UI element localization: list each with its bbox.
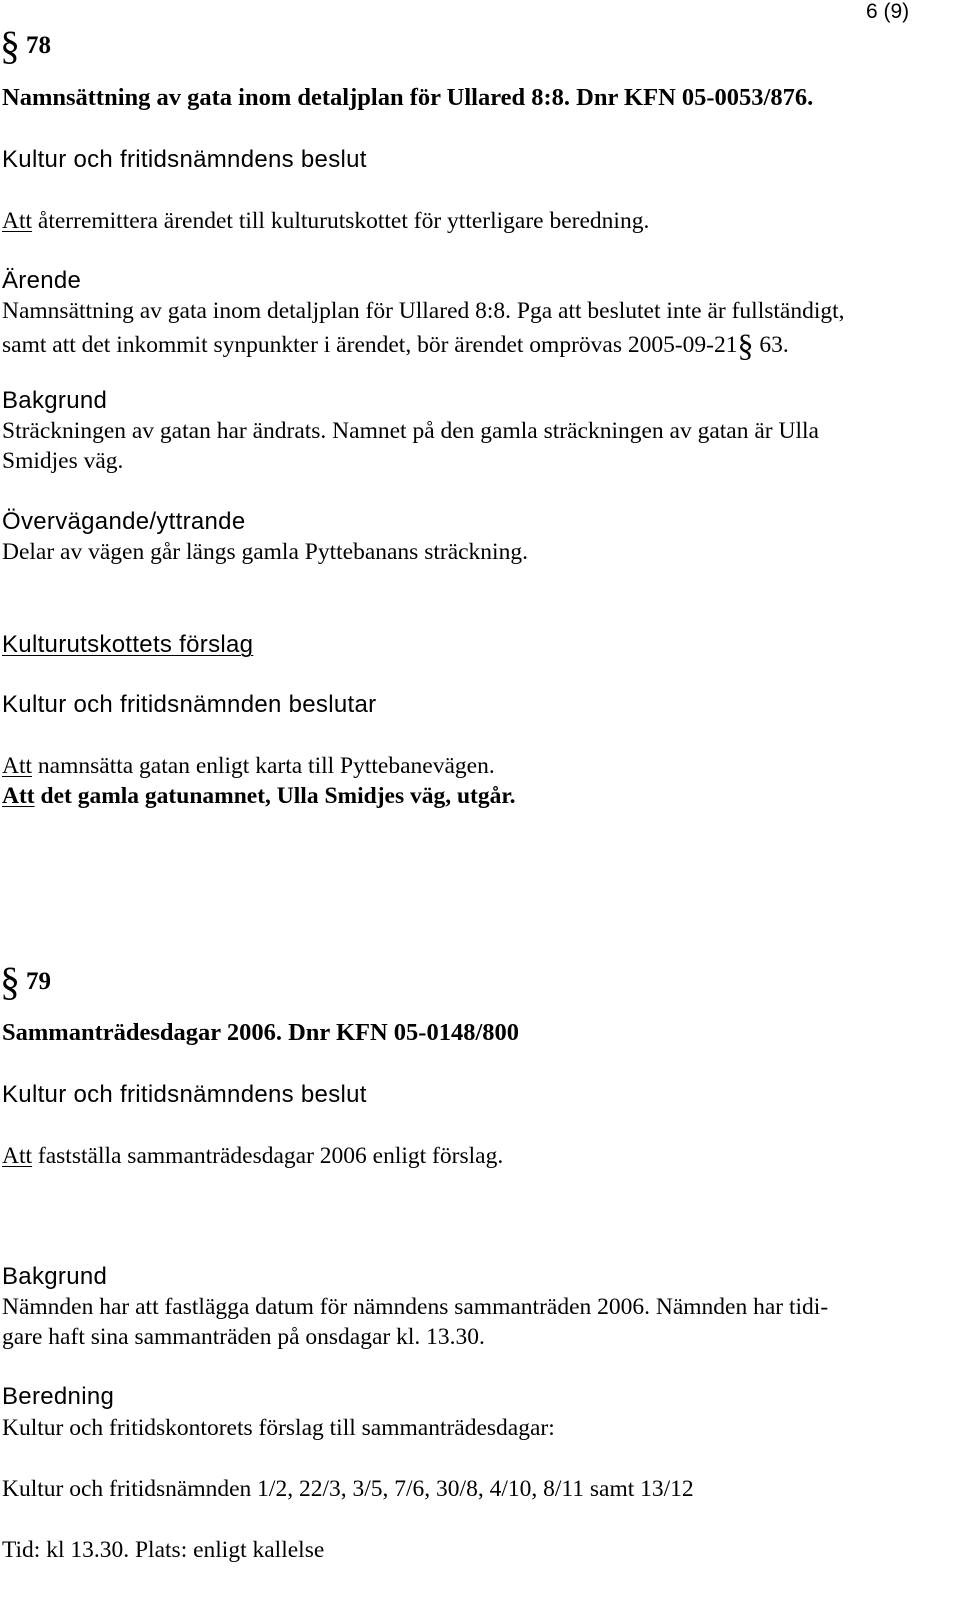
arende-line-1: Namnsättning av gata inom detaljplan för Ullared 8:8. Pga att beslutet inte är fullständigt, (2, 298, 845, 324)
decision-body: fastställa sammanträdesdagar 2006 enligt förslag. (32, 1143, 504, 1169)
section-title: Namnsättning av gata inom detaljplan för Ullared 8:8. Dnr KFN 05-0053/876. (2, 84, 814, 111)
att-label: Att (2, 753, 33, 779)
att-line-1-text: namnsätta gatan enligt karta till Pyttebanevägen. (32, 753, 495, 779)
decision-body: återremittera ärendet till kulturutskottet för ytterligare beredning. (32, 208, 650, 234)
bakgrund-line-2: Smidjes väg. (2, 448, 124, 474)
decision-text (2, 206, 649, 236)
bakgrund-line-2: gare haft sina sammanträden på onsdagar kl. 13.30. (2, 1324, 485, 1350)
section-number-78 (0, 20, 51, 68)
page-number: 6 (9) (866, 0, 910, 23)
section-number: 79 (26, 968, 51, 995)
bakgrund-line-1: Nämnden har att fastlägga datum för nämndens sammanträden 2006. Nämnden har tidi- (2, 1294, 829, 1320)
beredning-heading: Beredning (2, 1383, 115, 1410)
decision-heading: Kultur och fritidsnämndens beslut (2, 1081, 367, 1108)
arende-line-2 (2, 326, 789, 363)
arende-heading: Ärende (2, 267, 82, 294)
arende-line-2-text: samt att det inkommit synpunkter i ärendet, bör ärendet omprövas 2005-09-21 (2, 332, 738, 358)
overvagande-text: Delar av vägen går längs gamla Pyttebanans sträckning. (2, 539, 528, 565)
att-line-2 (2, 781, 516, 811)
section-number-79 (0, 956, 51, 1004)
arende-line-2-end: 63. (753, 332, 789, 358)
overvagande-heading: Övervägande/yttrande (2, 508, 246, 535)
bakgrund-line-1: Sträckningen av gatan har ändrats. Namnet på den gamla sträckningen av gatan är Ulla (2, 418, 819, 444)
att-line-1 (2, 751, 495, 781)
paragraph-sign: § (0, 959, 20, 1004)
decision-heading: Kultur och fritidsnämndens beslut (2, 146, 367, 173)
decision-text (2, 1141, 503, 1171)
bakgrund-heading: Bakgrund (2, 1263, 108, 1290)
forslag-heading: Kulturutskottets förslag (2, 631, 254, 658)
dates-line: Kultur och fritidsnämnden 1/2, 22/3, 3/5, 7/6, 30/8, 4/10, 8/11 samt 13/12 (2, 1476, 694, 1502)
att-label: Att (2, 208, 33, 234)
att-label: Att (2, 783, 35, 809)
section-title: Sammanträdesdagar 2006. Dnr KFN 05-0148/800 (2, 1019, 520, 1046)
beredning-text: Kultur och fritidskontorets förslag till sammanträdesdagar: (2, 1415, 555, 1441)
beslutar-heading: Kultur och fritidsnämnden beslutar (2, 691, 377, 718)
bakgrund-heading: Bakgrund (2, 387, 108, 414)
tid-line: Tid: kl 13.30. Plats: enligt kallelse (2, 1537, 325, 1563)
att-label: Att (2, 1143, 33, 1169)
att-line-2-text: det gamla gatunamnet, Ulla Smidjes väg, utgår. (34, 783, 516, 809)
paragraph-sign: § (0, 23, 20, 68)
section-number: 78 (26, 32, 51, 59)
paragraph-sign: § (737, 327, 754, 363)
